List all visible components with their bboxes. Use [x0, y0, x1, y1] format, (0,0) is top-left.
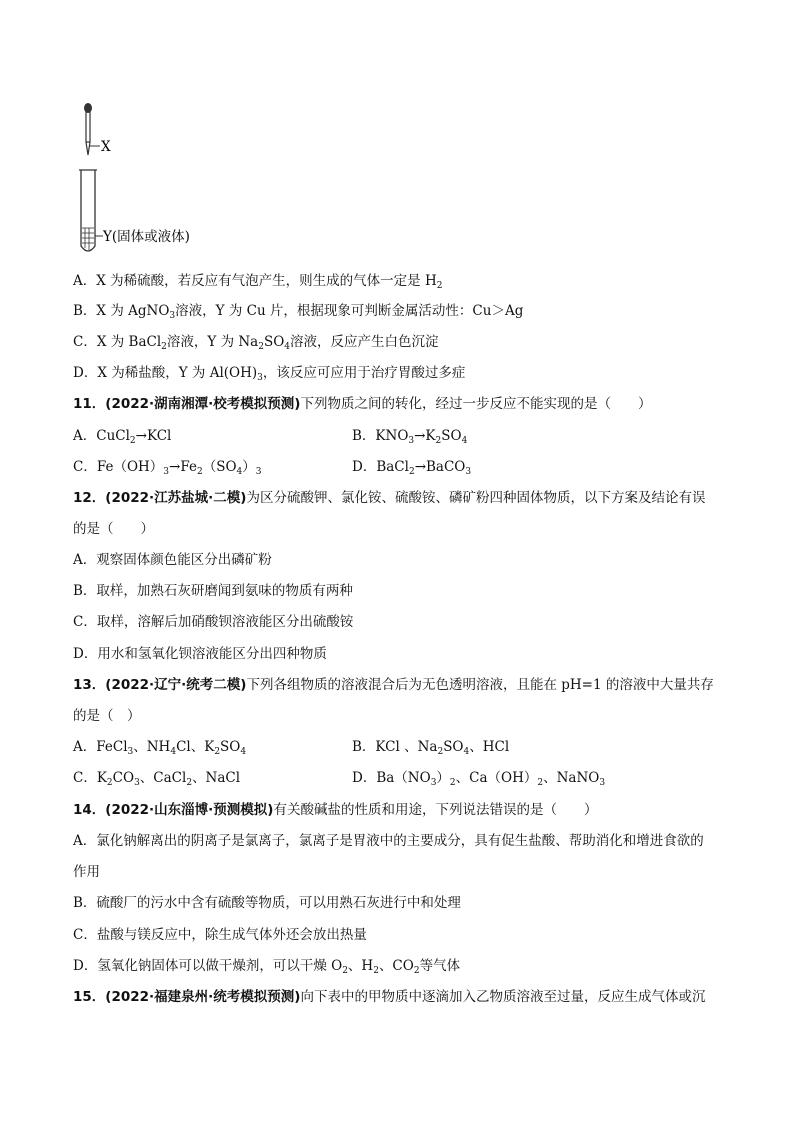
q14-option-c: C．盐酸与镁反应中，除生成气体外还会放出热量 — [73, 927, 367, 943]
q13-option-b: B．KCl 、$Na_2SO_4$、HCl — [352, 739, 510, 757]
q11-option-d: D．BaCl$_2$→BaCO$_3$ — [352, 459, 472, 477]
q14-option-d: D．氢氧化钠固体可以做干燥剂，可以干燥 $O_2$、$H_2$、$CO_2$等气体 — [73, 958, 461, 976]
q11-option-c: C．$Fe(OH)_3\to Fe_2(SO_4)_3$ — [73, 459, 262, 477]
q12-option-d: D．用水和氢氧化钡溶液能区分出四种物质 — [73, 646, 327, 662]
x-label: X — [101, 139, 111, 155]
q10-option-b: B．X 为 AgNO$_3$溶液，Y 为 Cu 片，根据现象可判断金属活动性：Cu＞Ag — [73, 303, 524, 321]
test-tube — [81, 170, 95, 251]
q14-option-a-cont: 作用 — [73, 864, 100, 880]
dropper-tip — [86, 142, 90, 155]
q14-option-b: B．硫酸厂的污水中含有硫酸等物质，可以用熟石灰进行中和处理 — [73, 895, 461, 911]
q12-option-c: C．取样，溶解后加硝酸钡溶液能区分出硫酸铵 — [73, 614, 354, 630]
apparatus-figure — [73, 100, 273, 260]
q13-stem: 13．(2022·辽宁·统考二模)下列各组物质的溶液混合后为无色透明溶液，且能在 pH=1 的溶液中大量共存 — [73, 677, 714, 693]
q10-option-d: D．X 为稀盐酸，Y 为 $Al(OH)_3$，该反应可应用于治疗胃酸过多症 — [73, 365, 466, 383]
dropper-stem — [86, 112, 90, 142]
q10-option-a: A．X 为稀硫酸，若反应有气泡产生，则生成的气体一定是 $H_2$ — [73, 273, 443, 291]
q12-stem-cont: 的是（ ） — [73, 521, 154, 537]
q10-option-c: C．X 为 BaCl$_2$溶液，Y 为 $Na_2SO_4$溶液，反应产生白色沉淀 — [73, 334, 439, 352]
q13-option-c: C．$K_2CO_3$、CaCl$_2$、NaCl — [73, 770, 241, 788]
q13-stem-cont: 的是（ ） — [73, 708, 141, 724]
q12-stem: 12．(2022·江苏盐城·二模)为区分硫酸钾、氯化铵、硫酸铵、磷矿粉四种固体物质，以下方案及结论有误 — [73, 490, 706, 506]
q12-option-b: B．取样，加熟石灰研磨闻到氨味的物质有两种 — [73, 583, 353, 599]
q15-stem: 15．(2022·福建泉州·统考模拟预测)向下表中的甲物质中逐滴加入乙物质溶液至过量，反应生成气体或沉 — [73, 989, 706, 1005]
q14-option-a: A．氯化钠解离出的阴离子是氯离子，氯离子是胃液中的主要成分，具有促生盐酸、帮助消化和增进食欲的 — [73, 833, 704, 849]
q11-stem: 11．(2022·湖南湘潭·校考模拟预测)下列物质之间的转化，经过一步反应不能实现的是（ ） — [73, 396, 652, 412]
solid-or-liquid — [82, 228, 94, 250]
q13-option-a: A．FeCl$_3$、$NH_4Cl$、$K_2SO_4$ — [73, 739, 247, 757]
q11-option-a: A．CuCl$_2$→KCl — [73, 428, 172, 446]
q11-option-b: B．$KNO_3\to K_2SO_4$ — [352, 428, 468, 446]
q12-option-a: A．观察固体颜色能区分出磷矿粉 — [73, 552, 272, 568]
y-label: Y(固体或液体) — [103, 229, 190, 245]
q13-option-d: D．$Ba(NO_3)_2$、$Ca(OH)_2$、NaNO$_3$ — [352, 770, 606, 788]
q14-stem: 14．(2022·山东淄博·预测模拟)有关酸碱盐的性质和用途，下列说法错误的是（ ） — [73, 802, 598, 818]
